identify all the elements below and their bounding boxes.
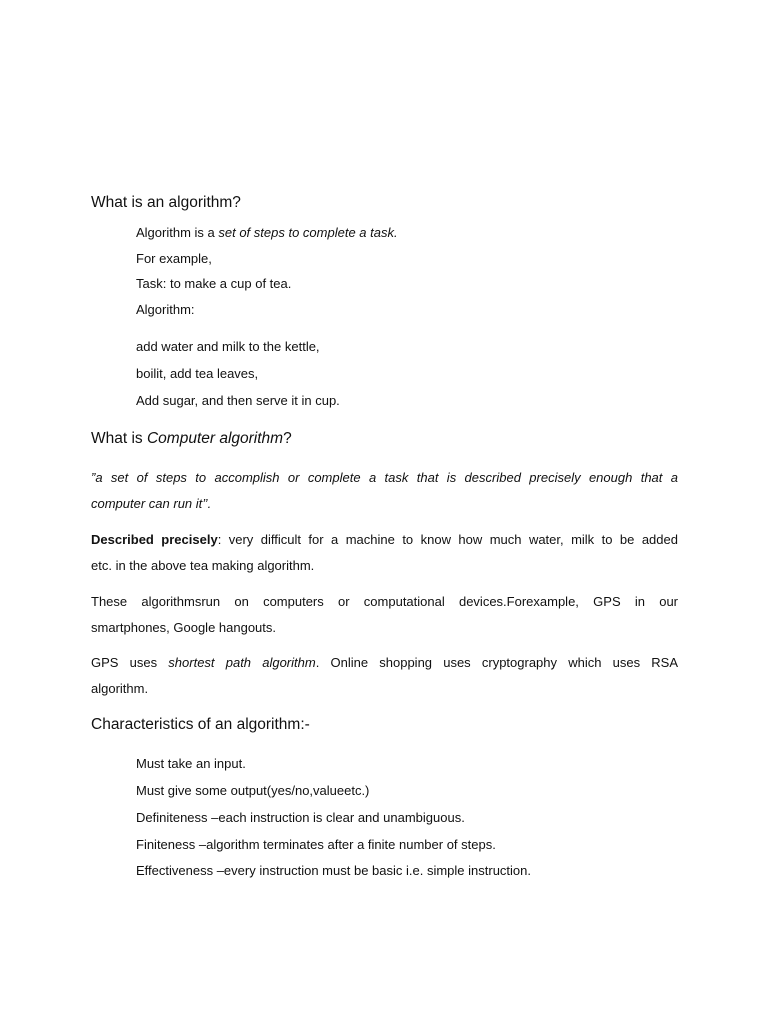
paragraph-line: algorithm. (91, 681, 149, 696)
quote-line: computer can run it’’. (91, 496, 212, 511)
algorithm-step: Add sugar, and then serve it in cup. (136, 393, 340, 408)
bold-term: Described precisely (91, 532, 218, 547)
italic-term: shortest path algorithm (168, 655, 316, 670)
algorithm-step: boilit, add tea leaves, (136, 366, 259, 381)
heading-characteristics: Characteristics of an algorithm:- (91, 716, 310, 733)
algorithm-step: add water and milk to the kettle, (136, 339, 320, 354)
gps-paragraph (91, 650, 678, 702)
paragraph-line (91, 527, 678, 553)
task-text: Task: to make a cup of tea. (136, 276, 292, 291)
paragraph-line: etc. in the above tea making algorithm. (91, 558, 315, 573)
characteristic-item: Effectiveness –every instruction must be basic i.e. simple instruction. (136, 863, 531, 878)
heading-computer-algorithm (91, 430, 292, 448)
algorithm-definition (136, 225, 398, 240)
definition-italic: set of steps to complete a task. (218, 225, 398, 240)
paragraph-text: GPS uses (91, 655, 169, 670)
characteristic-item: Definiteness –each instruction is clear and unambiguous. (136, 810, 465, 825)
heading-italic: Computer algorithm (146, 430, 284, 447)
algorithm-label: Algorithm: (136, 302, 195, 317)
heading-prefix: What is (91, 430, 147, 447)
paragraph-text: : very difficult for a machine to know how much water, milk to be added (217, 532, 678, 547)
heading-what-is-algorithm: What is an algorithm? (91, 194, 241, 211)
described-precisely-paragraph (91, 527, 678, 579)
quote-paragraph (91, 465, 678, 517)
characteristic-item: Finiteness –algorithm terminates after a finite number of steps. (136, 837, 496, 852)
algorithms-run-paragraph (91, 589, 678, 641)
paragraph-line (91, 650, 678, 676)
characteristic-item: Must give some output(yes/no,valueetc.) (136, 783, 370, 798)
definition-prefix: Algorithm is a (136, 225, 219, 240)
characteristic-item: Must take an input. (136, 756, 246, 771)
paragraph-line: These algorithmsrun on computers or computational devices.Forexample, GPS in our (91, 594, 678, 609)
paragraph-text: . Online shopping uses cryptography which uses RSA (315, 655, 679, 670)
paragraph-line: smartphones, Google hangouts. (91, 620, 277, 635)
for-example-text: For example, (136, 251, 212, 266)
quote-line: ”a set of steps to accomplish or complete a task that is described precisely enough that a (91, 470, 678, 485)
heading-suffix: ? (283, 430, 292, 447)
